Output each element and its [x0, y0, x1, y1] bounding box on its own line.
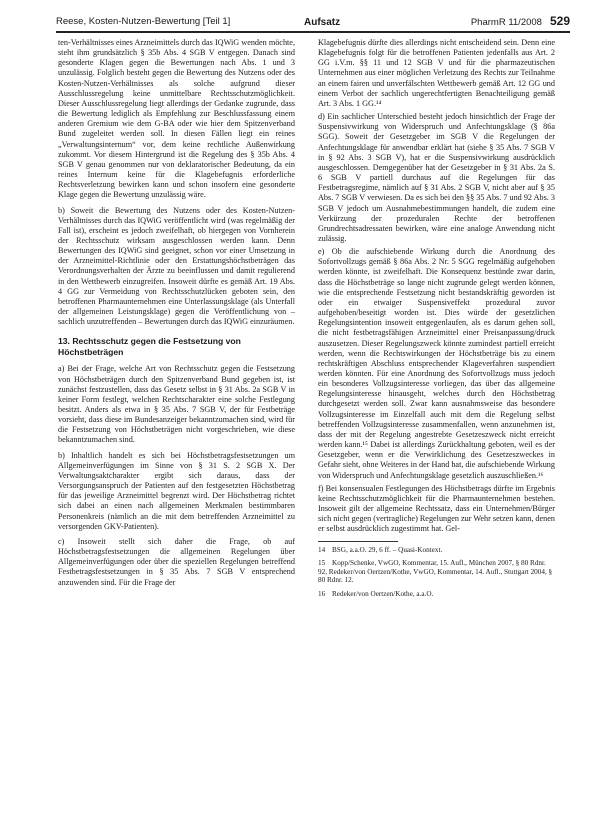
paragraph: e) Ob die aufschiebende Wirkung durch die Anordnung des Sofortvollzugs gemäß § 86a Abs. 2 Nr. 5 SGG regelmäßig aufgehoben werden könnte, ist zweifelhaft. Die Konsequenz bestünde zwar darin, dass die Höchstbeträge so lange nicht zugrunde gelegt werden können, wie die entsprechende Festsetzung nicht bestandskräftig geworden ist oder ein etwaiger Suspensiveffekt prozedural zuvor aufgehoben/beseitigt worden ist. Dies würde der gesetzlichen Regelungsintention insoweit entgegenlaufen, als es darum gehen soll, die nicht festbetragsfähigen Arzneimittel einer Preisanpassung/druck auszusetzen. Dieser Regelungszweck könnte zumindest partiell erreicht werden, wenn die Rechtswirkungen der Höchstbeträge bis zu einem rechtskräftigen Abschluss entsprechender Klageverfahren suspendiert werden könnten. Für eine Anordnung des Sofortvollzugs muss jedoch ein besonderes Vollzugsinteresse vorliegen, das über das allgemeine Regelungsinteresse hinausgeht, welches durch den Höchstbetrag durchgesetzt werden soll. Zwar kann ausnahmsweise das besondere Vollzugsinteresse im Einzelfall auch mit dem die Regelung selbst betreffenden Vollzugsinteresse zusammenfallen, wenn anzunehmen ist, dass der mit der Regelung angestrebte Gesetzeszweck nicht erreicht werden kann.¹⁵ Dabei ist allerdings Zurückhaltung geboten, weil es der Gesetzgeber, wenn er die Verwirklichung des Gesetzeszweckes in Gefahr sieht, ohne Weiteres in der Hand hat, die aufschiebende Wirkung von Widerspruch und Anfechtungsklage gesetzlich auszuschließen.¹⁶: [318, 247, 555, 480]
header-section-label: Aufsatz: [304, 17, 341, 28]
footnote-rule: [318, 541, 398, 542]
left-column: [58, 38, 295, 593]
footnote-number: 15: [318, 559, 326, 568]
header-article-title: Reese, Kosten-Nutzen-Bewertung [Teil 1]: [56, 16, 231, 27]
paragraph: a) Bei der Frage, welche Art von Rechtsschutz gegen die Festsetzung von Höchstbeträgen durch den Spitzenverband Bund gegeben ist, ist zunächst festzustellen, dass das Gesetz selbst in § 31 Abs. 2a SGB V in keiner Form festlegt, welchen Rechtscharakter eine solche Festlegung besitzt. Anders als etwa in § 35 Abs. 7 SGB V, der für Festbeträge vorsieht, dass diese im Bundesanzeiger bekanntzumachen sind, wird für die Festsetzung von Höchstbeträgen nicht vorgeschrieben, wie diese bekanntzumachen sind.: [58, 364, 295, 445]
paragraph: d) Ein sachlicher Unterschied besteht jedoch hinsichtlich der Frage der Suspensivwirkung von Widerspruch und Anfechtungsklage (§ 86a SGG). Soweit der Gesetzgeber im SGB V die Regelungen der Anfechtungsklage für anwendbar erklärt hat (siehe § 35 Abs. 7 SGB V in § 92 Abs. 3 SGB V), hat er die Suspensivwirkung ausdrücklich ausgeschlossen. Demgegenüber hat der Gesetzgeber in § 31 Abs. 2a S. 6 SGB V partiell durchaus auf die Regelungen für das Festbetragsregime, nämlich auf § 31 Abs. 2 SGB V, nicht aber auf § 35 Abs. 7 SGB V verwiesen. Da es sich bei den §§ 35 Abs. 7 und 92 Abs. 3 SGB V jedoch um Ausnahmebestimmungen handelt, die zudem eine Verkürzung der prozeduralen Rechte der betroffenen Grundrechtsadressaten bewirken, wäre eine analoge Anwendung nicht zulässig.: [318, 112, 555, 243]
footnote-number: 14: [318, 545, 326, 554]
paragraph: c) Insoweit stellt sich daher die Frage, ob auf Höchstbetragsfestsetzungen die allgemeinen Regelungen über Allgemeinverfügungen oder über die speziellen Regelungen betreffend Festbetragsfestsetzungen in § 35 Abs. 7 SGB V entsprechend anzuwenden sind. Für die Frage der: [58, 536, 295, 587]
paragraph: Klagebefugnis dürfte dies allerdings nicht entscheidend sein. Denn eine Klagebefugnis folgt für die betroffenen Patienten jedenfalls aus Art. 2 GG i.V.m. §§ 11 und 12 SGB V und für die pharmazeutischen Unternehmen aus einer möglichen Verletzung des Rechts zur Teilnahme an einem fairen und unverfälschten Wettbewerb gemäß Art. 12 GG und einem Verbot der sachlich ungerechtfertigten Benachteiligung gemäß Art. 3 Abs. 1 GG.¹⁴: [318, 38, 555, 108]
footnote: [318, 546, 555, 555]
footnote-text: Redeker/von Oertzen/Kothe, a.a.O.: [332, 589, 434, 598]
page-number: 529: [549, 14, 570, 28]
header-journal: PharmR 11/2008: [470, 17, 542, 28]
paragraph: ten-Verhältnisses eines Arzneimittels durch das IQWiG wenden möchte, steht ihm grundsätzlich § 35b Abs. 4 SGB V entgegen. Danach sind gesonderte Klagen gegen die Bewertungen nach Abs. 1 und 3 unzulässig. Folglich besteht gegen die Bewertung des Nutzens oder des Kosten-Nutzen-Verhältnisses als solche aufgrund dieser Ausschlussregelung keine unmittelbare Rechtsschutzmöglichkeit. Dieser Ausschlussregelung liegt allerdings der Gedanke zugrunde, dass die Bewertung lediglich als Empfehlung zur Beschlussfassung einem anderen Gremium wie dem G-BA oder wie hier dem Spitzenverband Bund zugeleitet werden soll. In diesen Fällen liegt ein reines „Verwaltungsinternum“ vor, dem keine rechtliche Außenwirkung zukommt. Vor diesem Hintergrund ist die Regelung des § 35b Abs. 4 SGB V genau genommen nur von deklaratorischer Bedeutung, da ein reines Internum keine für die Klagebefugnis erforderliche Rechtsverletzung bewirken kann und schon insofern eine gesonderte Klage gegen die Bewertung unzulässig wäre.: [58, 38, 295, 200]
running-header: [56, 14, 570, 30]
paragraph: b) Inhaltlich handelt es sich bei Höchstbetragsfestsetzungen um Allgemeinverfügungen im Sinne von § 31 S. 2 SGB X. Der Verwaltungsaktcharakter ergibt sich daraus, dass der Versorgungsanspruch der Patienten auf den festgesetzten Höchstbetrag für das jeweilige Arzneimittel begrenzt wird. Der Höchstbetrag richtet sich dabei an einen nach allgemeinen Merkmalen bestimmbaren Personenkreis (nämlich an die mit dem betreffenden Arzneimittel zu versorgenden GKV-Patienten).: [58, 450, 295, 531]
header-journal-info: [471, 14, 570, 28]
footnote: [318, 590, 555, 599]
paragraph: b) Soweit die Bewertung des Nutzens oder des Kosten-Nutzen-Verhältnisses durch das IQWiG veröffentlicht wird (was regelmäßig der Fall ist), erscheint es jedoch zweifelhaft, ob hiergegen von Vornherein der Rechtsschutz wirksam ausgeschlossen werden kann. Denn Bewertungen des IQWiG sind geeignet, schon vor einer Umsetzung in der Arzneimittel-Richtlinie oder den Erstattungshöchstbeträgen das Verordnungsverhalten der Ärzte zu beeinflussen und damit regulierend in den Wettbewerb einzugreifen. Insoweit dürfte es gemäß Art. 19 Abs. 4 GG zur Vermeidung von Rechtsschutzlücken geboten sein, den betroffenen Pharmaunternehmen eine Unterlassungsklage (als Unterfall der allgemeinen Leistungsklage) gegen die Veröffentlichung von – sachlich unzutreffenden – Bewertungen durch das IQWiG einzuräumen.: [58, 205, 295, 327]
right-column: [318, 38, 555, 603]
section-heading: 13. Rechtsschutz gegen die Festsetzung von Höchstbeträgen: [58, 336, 241, 357]
footnote-text: BSG, a.a.O. 29, 6 ff. – Quasi-Kontext.: [332, 545, 443, 554]
paragraph: f) Bei konsensualen Festlegungen des Höchstbetrags dürfte im Ergebnis keine Rechtsschutzmöglichkeit für die Pharmaunternehmen bestehen. Insoweit gilt der allgemeine Rechtssatz, dass ein Unternehmen/Bürger sich nicht gegen (vertragliche) Regelungen zur Wehr setzen kann, denen er selbst ausdrücklich zugestimmt hat. Gel-: [318, 483, 555, 534]
footnote-text: Kopp/Schenke, VwGO, Kommentar, 15. Aufl., München 2007, § 80 Rdnr. 92, Redeker/von Oertzen/Kothe, VwGO, Kommentar, 14. Aufl., Stuttgart 2004, § 80 Rdnr. 12.: [318, 559, 553, 585]
footnote: [318, 559, 555, 585]
header-rule: [56, 31, 570, 33]
footnote-number: 16: [318, 589, 326, 598]
